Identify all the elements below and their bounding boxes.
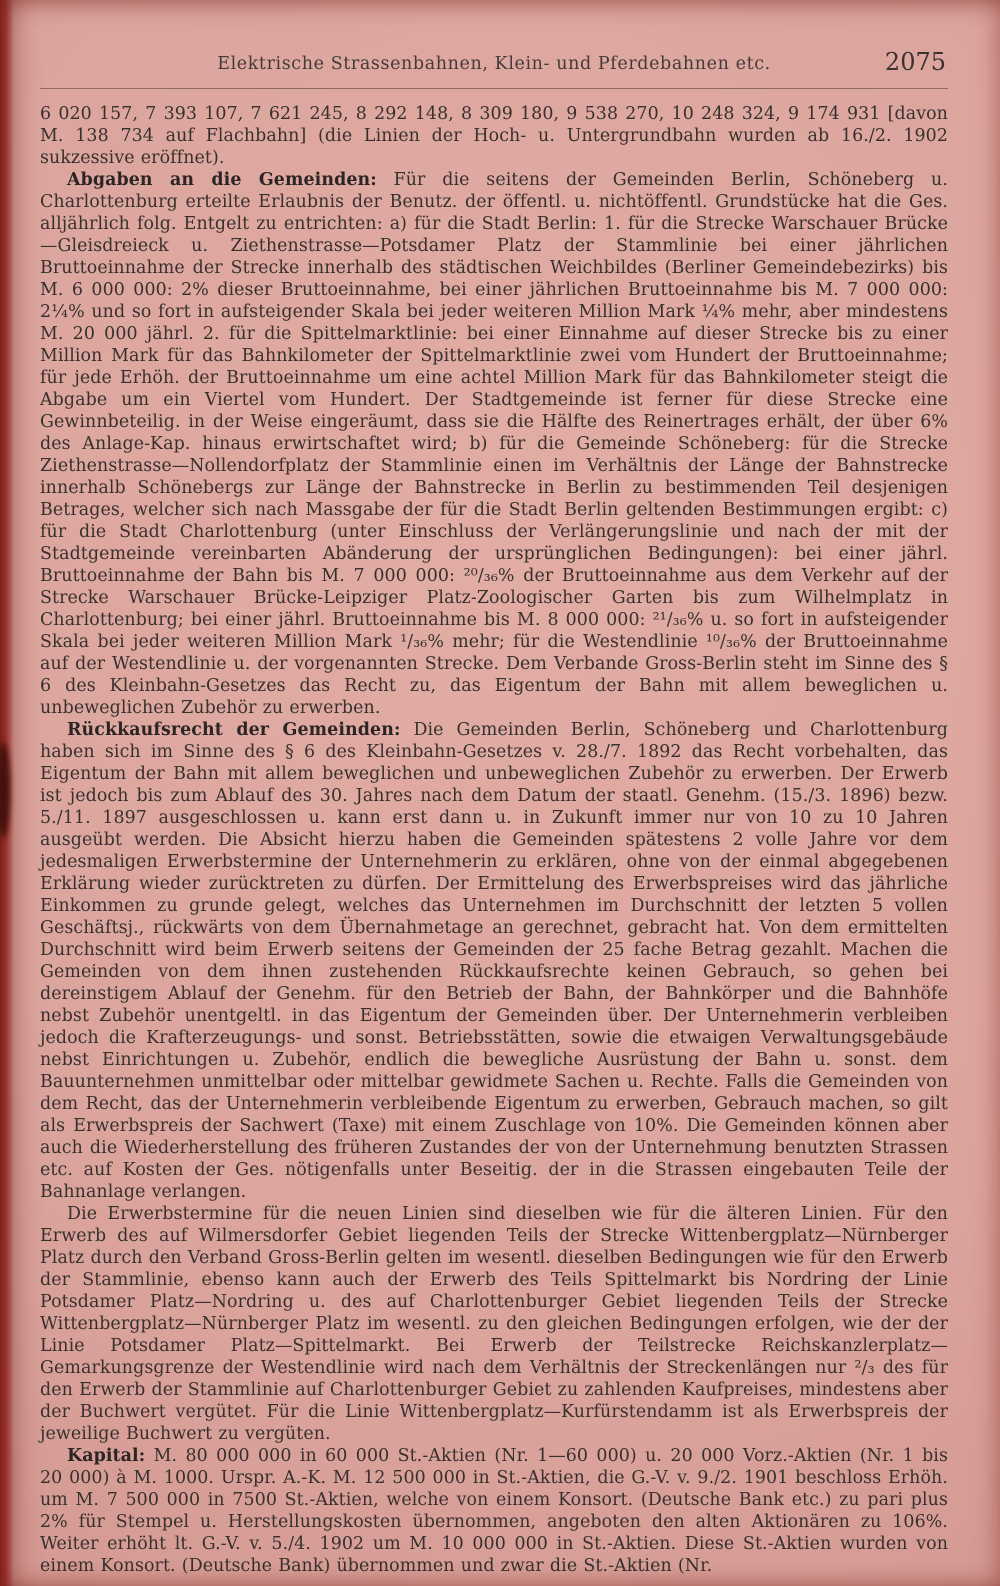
running-head — [40, 48, 948, 84]
page-number: 2075 — [884, 48, 946, 76]
paragraph-rueckkaufsrecht — [40, 719, 948, 1203]
running-title: Elektrische Strassenbahnen, Klein- und Pferdebahnen etc. — [217, 54, 771, 74]
paragraph-text: M. 80 000 000 in 60 000 St.-Aktien (Nr. 1—60 000) u. 20 000 Vorz.-Aktien (Nr. 1 bis 20 000) à M. 1000. Urspr. A.-K. M. 12 500 000 in St.-Aktien, die G.-V. v. 9./2. 1901 beschloss Erhöh. um M. 7 500 000 in 7500 St.-Aktien, welche von einem Konsort. (Deutsche Bank etc.) zu pari plus 2% für Stempel u. Herstellungskosten übernommen, angeboten den alten Aktionären zu 106%. Weiter erhöht lt. G.-V. v. 5./4. 1902 um M. 10 000 000 in St.-Aktien. Diese St.-Aktien wurden von einem Konsort. (Deutsche Bank) übernommen und zwar die St.-Aktien (Nr. — [40, 1446, 948, 1576]
paragraph-lead: Kapital: — [67, 1446, 146, 1466]
paragraph-text: Die Gemeinden Berlin, Schöneberg und Charlottenburg haben sich im Sinne des § 6 des Kleinbahn-Gesetzes v. 28./7. 1892 das Recht vorbehalten, das Eigentum der Bahn mit allem beweglichen und unbeweglichen Zubehör zu erwerben. Der Erwerb ist jedoch bis zum Ablauf des 30. Jahres nach dem Datum der staatl. Genehm. (15./3. 1896) bezw. 5./11. 1897 ausgeschlossen u. kann erst dann u. in Zukunft immer nur von 10 zu 10 Jahren ausgeübt werden. Die Absicht hierzu haben die Gemeinden spätestens 2 volle Jahre vor dem jedesmaligen Erwerbstermine der Unternehmerin zu erklären, ohne von der einmal abgegebenen Erklärung wieder zurücktreten zu dürfen. Der Ermittelung des Erwerbspreises wird das jährliche Einkommen zu grunde gelegt, welches das Unternehmen im Durchschnitt der letzten 5 vollen Geschäftsj., rückwärts von dem Übernahmetage an gerechnet, gebracht hat. Von dem ermittelten Durchschnitt wird beim Erwerb seitens der Gemeinden der 25 fache Betrag gezahlt. Machen die Gemeinden von dem ihnen zustehenden Rückkaufsrechte keinen Gebrauch, so gehen bei dereinstigem Ablauf der Genehm. für den Betrieb der Bahn, der Bahnkörper und die Bahnhöfe nebst Zubehör unentgeltl. in das Eigentum der Gemeinden über. Der Unternehmerin verbleiben jedoch die Krafterzeugungs- und sonst. Betriebsstätten, sowie die etwaigen Verwaltungsgebäude nebst Einrichtungen u. Zubehör, endlich die bewegliche Ausrüstung der Bahn u. sonst. dem Bauunternehmen unmittelbar oder mittelbar gewidmete Sachen u. Rechte. Falls die Gemeinden von dem Recht, das der Unternehmerin verbleibende Eigentum zu erwerben, Gebrauch machen, so gilt als Erwerbspreis der Sachwert (Taxe) mit einem Zuschlage von 10%. Die Gemeinden können aber auch die Wiederherstellung des früheren Zustandes der von der Unternehmung benutzten Strassen etc. auf Kosten der Ges. nötigenfalls unter Beseitig. der in die Strassen eingebauten Teile der Bahnanlage verlangen. — [40, 720, 948, 1202]
paragraph-continuation — [40, 103, 948, 169]
header-rule — [40, 88, 948, 89]
paragraph-abgaben — [40, 169, 948, 719]
paragraph-lead: Rückkaufsrecht der Gemeinden: — [67, 720, 401, 740]
paragraph-text: Die Erwerbstermine für die neuen Linien sind dieselben wie für die älteren Linien. Für den Erwerb des auf Wilmersdorfer Gebiet liegenden Teils der Strecke Wittenbergplatz—Nürnberger Platz durch den Verband Gross-Berlin gelten im wesentl. dieselben Bedingungen wie für den Erwerb der Stammlinie, ebenso kann auch der Erwerb des Teils Spittelmarkt bis Nordring der Linie Potsdamer Platz—Nordring u. des auf Charlottenburger Gebiet liegenden Teils der Strecke Wittenbergplatz—Nürnberger Platz im wesentl. zu den gleichen Bedingungen erfolgen, wie der der Linie Potsdamer Platz—Spittelmarkt. Bei Erwerb der Teilstrecke Reichskanzlerplatz—Gemarkungsgrenze der Westendlinie wird nach dem Verhältnis der Streckenlängen nur ²/₃ des für den Erwerb der Stammlinie auf Charlottenburger Gebiet zu zahlenden Kaufpreises, mindestens aber der Buchwert vergütet. Für die Linie Wittenbergplatz—Kurfürstendamm ist als Erwerbspreis der jeweilige Buchwert zu vergüten. — [40, 1204, 948, 1444]
paragraph-text: Für die seitens der Gemeinden Berlin, Schöneberg u. Charlottenburg erteilte Erlaubnis der Benutz. der öffentl. u. nichtöffentl. Grundstücke hat die Ges. alljährlich folg. Entgelt zu entrichten: a) für die Stadt Berlin: 1. für die Strecke Warschauer Brücke—Gleisdreieck u. Ziethenstrasse—Potsdamer Platz der Stammlinie bei einer jährlichen Bruttoeinnahme der Strecke innerhalb des städtischen Weichbildes (Berliner Gemeindebezirks) bis M. 6 000 000: 2% dieser Bruttoeinnahme, bei einer jährlichen Bruttoeinnahme bis M. 7 000 000: 2¼% und so fort in aufsteigender Skala bei jeder weiteren Million Mark ¼% mehr, aber mindestens M. 20 000 jährl. 2. für die Spittelmarktlinie: bei einer Einnahme auf dieser Strecke bis zu einer Million Mark für das Bahnkilometer der Spittelmarktlinie zwei vom Hundert der Bruttoeinnahme; für jede Erhöh. der Bruttoeinnahme um eine achtel Million Mark für das Bahnkilometer steigt die Abgabe um ein Viertel vom Hundert. Der Stadtgemeinde ist ferner für diese Strecke eine Gewinnbeteilig. in der Weise eingeräumt, dass sie die Hälfte des Reinertrages erhält, der über 6% des Anlage-Kap. hinaus erwirtschaftet wird; b) für die Gemeinde Schöneberg: für die Strecke Ziethenstrasse—Nollendorfplatz der Stammlinie einen im Verhältnis der Länge der Bahnstrecke innerhalb Schönebergs zur Länge der Bahnstrecke in Berlin zu bestimmenden Teil desjenigen Betrages, welcher sich nach Massgabe der für die Stadt Berlin geltenden Bestimmungen ergibt: c) für die Stadt Charlottenburg (unter Einschluss der Verlängerungslinie und nach der mit der Stadtgemeinde vereinbarten Abänderung der ursprünglichen Bedingungen): bei einer jährl. Bruttoeinnahme der Bahn bis M. 7 000 000: ²⁰/₃₆% der Bruttoeinnahme aus dem Verkehr auf der Strecke Warschauer Brücke-Leipziger Platz-Zoologischer Garten bis zum Wilhelmplatz in Charlottenburg; bei einer jährl. Bruttoeinnahme bis M. 8 000 000: ²¹/₃₆% u. so fort in aufsteigender Skala bei jeder weiteren Million Mark ¹/₃₆% mehr; für die Westendlinie ¹⁰/₃₆% der Bruttoeinnahme auf der Westendlinie u. der vorgenannten Strecke. Dem Verbande Gross-Berlin steht im Sinne des § 6 des Kleinbahn-Gesetzes das Recht zu, das Eigentum der Bahn mit allem beweglichen u. unbeweglichen Zubehör zu erwerben. — [40, 170, 948, 718]
page-content — [40, 48, 948, 1577]
paragraph-text: 6 020 157, 7 393 107, 7 621 245, 8 292 148, 8 309 180, 9 538 270, 10 248 324, 9 174 931 [davon M. 138 734 auf Flachbahn] (die Linien der Hoch- u. Untergrundbahn wurden ab 16./2. 1902 sukzessive eröffnet). — [40, 104, 948, 168]
paragraph-kapital — [40, 1445, 948, 1577]
paragraph-lead: Abgaben an die Gemeinden: — [67, 170, 377, 190]
page-body — [40, 103, 948, 1577]
paragraph-erwerbstermine — [40, 1203, 948, 1445]
